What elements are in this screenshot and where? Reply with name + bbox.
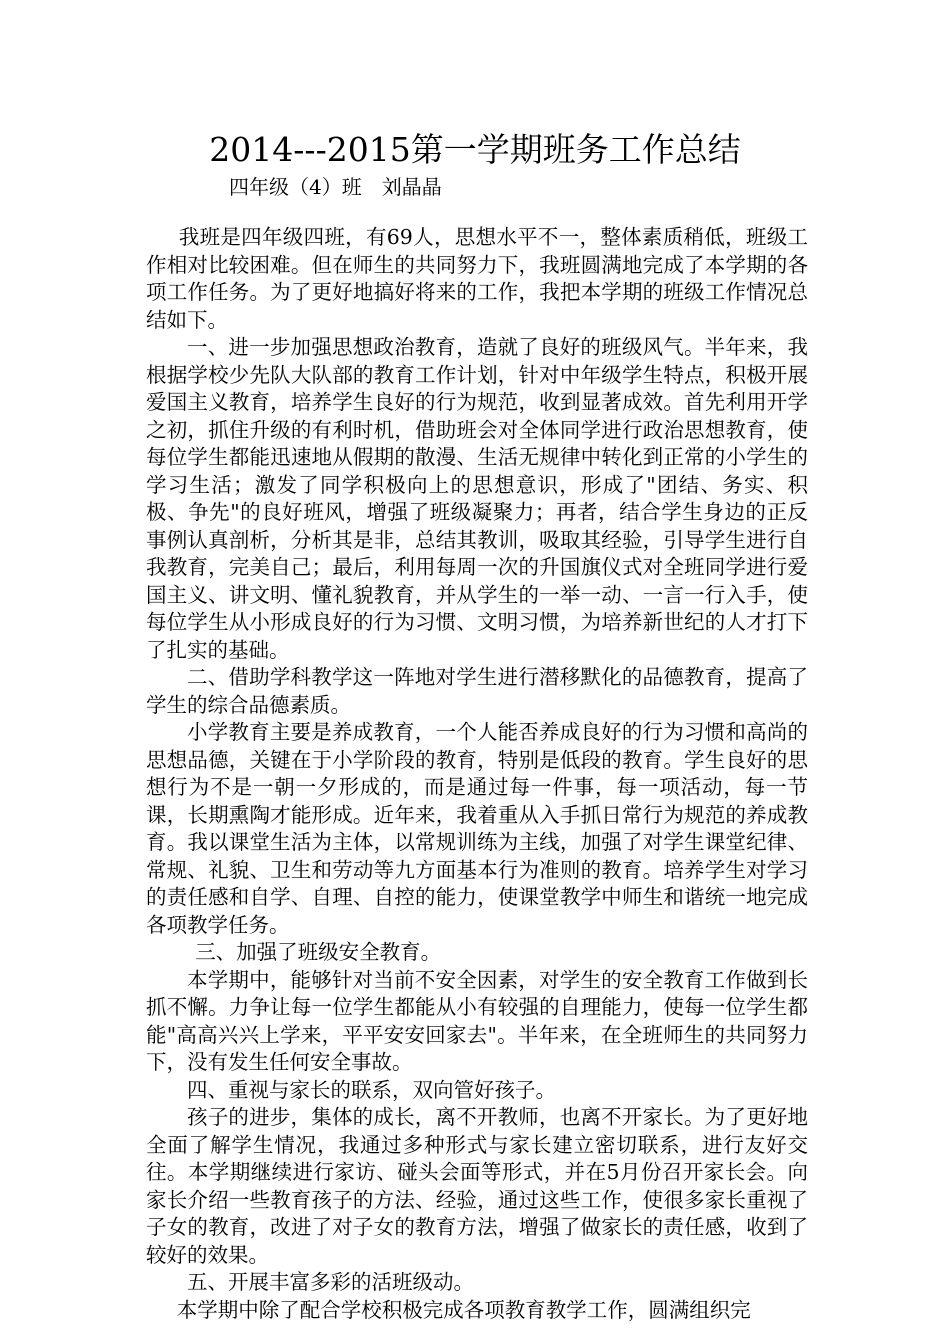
section-2-heading: 二、借助学科教学这一阵地对学生进行潜移默化的品德教育，提高了学生的综合品德素质。	[146, 665, 808, 717]
section-4-heading: 四、重视与家长的联系，双向管好孩子。	[187, 1077, 556, 1102]
section-5-paragraph: 本学期中除了配合学校积极完成各项教育教学工作，圆满组织完	[176, 1297, 751, 1322]
section-2-paragraph: 小学教育主要是养成教育，一个人能否养成良好的行为习惯和高尚的思想品德，关键在于小学阶段的教育，特别是低段的教育。学生良好的思想行为不是一朝一夕形成的，而是通过每一件事，每一项活动，每一节课，长期熏陶才能形成。近年来，我着重从入手抓日常行为规范的养成教育。我以课堂生活为主体，以常规训练为主线，加强了对学生课堂纪律、常规、礼貌、卫生和劳动等九方面基本行为准则的教育。培养学生对学习的责任感和自学、自理、自控的能力，使课堂教学中师生和谐统一地完成各项教学任务。	[146, 720, 808, 937]
section-4-paragraph: 孩子的进步，集体的成长，离不开教师，也离不开家长。为了更好地全面了解学生情况，我通过多种形式与家长建立密切联系，进行友好交往。本学期继续进行家访、碰头会面等形式，并在5月份召开家长会。向家长介绍一些教育孩子的方法、经验，通过这些工作，使很多家长重视了子女的教育，改进了对子女的教育方法，增强了做家长的责任感，收到了较好的效果。	[146, 1105, 808, 1267]
section-3-paragraph: 本学期中，能够针对当前不安全因素，对学生的安全教育工作做到长抓不懈。力争让每一位学生都能从小有较强的自理能力，使每一位学生都能"高高兴兴上学来，平平安安回家去"。半年来，在全班师生的共同努力下，没有发生任何安全事故。	[146, 967, 808, 1074]
class-and-author: 四年级（4）班 刘晶晶	[229, 175, 442, 199]
intro-paragraph: 我班是四年级四班，有69人，思想水平不一，整体素质稍低，班级工作相对比较困难。但在师生的共同努力下，我班圆满地完成了本学期的各项工作任务。为了更好地搞好将来的工作，我把本学期的班级工作情况总结如下。	[146, 225, 808, 332]
document-body	[146, 224, 808, 1324]
section-1-paragraph: 一、进一步加强思想政治教育，造就了良好的班级风气。半年来，我根据学校少先队大队部的教育工作计划，针对中年级学生特点，积极开展爱国主义教育，培养学生良好的行为规范，收到显著成效。首先利用开学之初，抓住升级的有利时机，借助班会对全体同学进行政治思想教育，使每位学生都能迅速地从假期的散漫、生活无规律中转化到正常的小学生的学习生活；激发了同学积极向上的思想意识，形成了"团结、务实、积极、争先"的良好班风，增强了班级凝聚力；再者，结合学生身边的正反事例认真剖析，分析其是非，总结其教训，吸取其经验，引导学生进行自我教育，完美自己；最后，利用每周一次的升国旗仪式对全班同学进行爱国主义、讲文明、懂礼貌教育，并从学生的一举一动、一言一行入手，使每位学生从小形成良好的行为习惯、文明习惯，为培养新世纪的人才打下了扎实的基础。	[146, 335, 808, 662]
section-5-heading: 五、开展丰富多彩的活班级动。	[187, 1270, 474, 1294]
section-3-heading: 三、加强了班级安全教育。	[195, 940, 442, 964]
document-title: 2014---2015第一学期班务工作总结	[209, 130, 741, 169]
